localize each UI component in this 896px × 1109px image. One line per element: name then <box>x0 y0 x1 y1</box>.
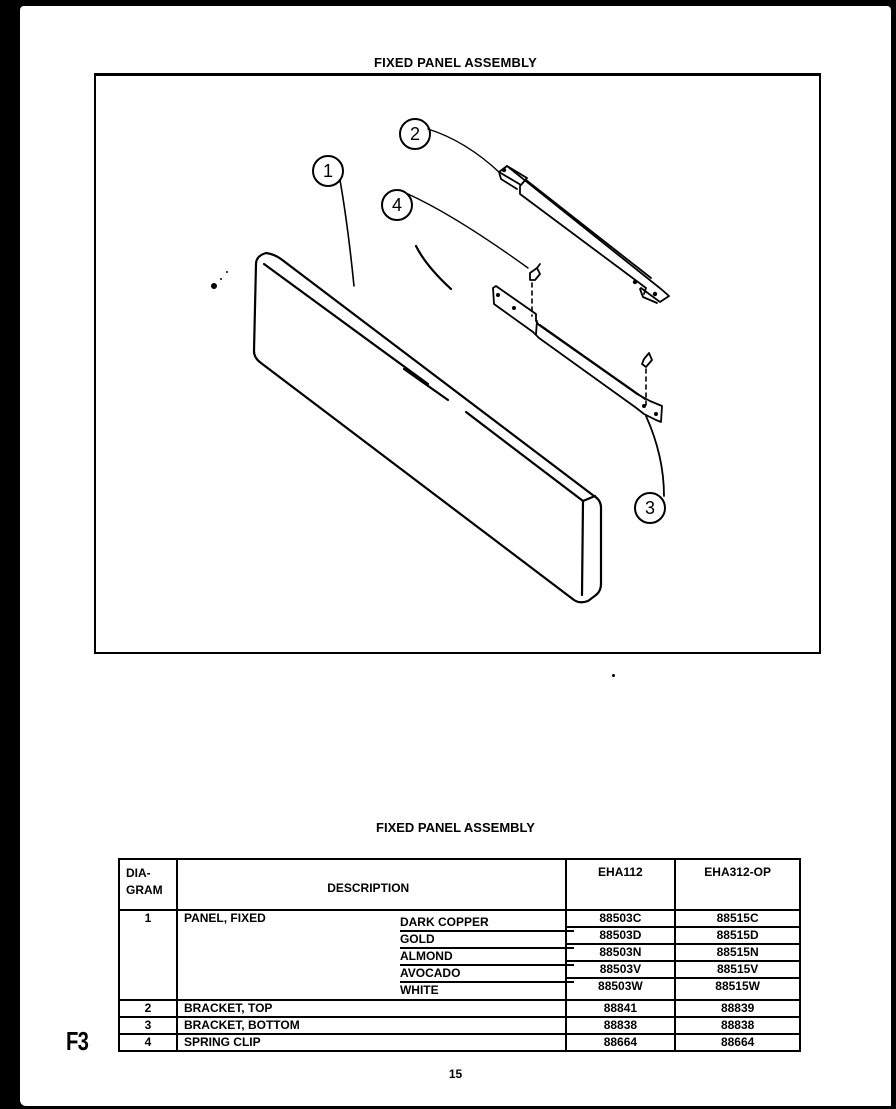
part-number: 88515V <box>676 962 799 979</box>
part-number: 88503V <box>567 962 675 979</box>
part-number-eha312op: 88838 <box>675 1017 800 1034</box>
table-title: FIXED PANEL ASSEMBLY <box>376 820 535 835</box>
table-row <box>119 1034 800 1051</box>
color-variant-list <box>400 915 574 1000</box>
leader-3 <box>646 416 664 496</box>
callout-3-label: 3 <box>644 498 656 518</box>
header-model-eha112: EHA112 <box>566 859 676 910</box>
part-description: BRACKET, BOTTOM <box>177 1017 566 1034</box>
table-header-row <box>119 859 800 910</box>
part-number-list-eha312op <box>682 911 793 996</box>
bracket-top-drawing <box>499 166 669 303</box>
parts-table <box>118 858 801 1052</box>
part-number: 88515W <box>715 979 760 993</box>
part-number-eha312op: 88664 <box>675 1034 800 1051</box>
leader-1 <box>340 180 354 286</box>
part-description: SPRING CLIP <box>177 1034 566 1051</box>
callout-1-label: 1 <box>322 161 334 181</box>
part-number: 88503D <box>567 928 675 945</box>
diagram-number: 3 <box>119 1017 177 1034</box>
part-number: 88503C <box>567 911 675 928</box>
color-variant: GOLD <box>400 932 574 949</box>
part-number-list-eha112 <box>573 911 669 996</box>
part-number: 88515D <box>676 928 799 945</box>
header-model-eha312op: EHA312-OP <box>675 859 800 910</box>
leader-2 <box>428 129 500 173</box>
stray-mark <box>211 283 217 289</box>
diagram-number: 4 <box>119 1034 177 1051</box>
color-variant: DARK COPPER <box>400 915 574 932</box>
part-number: 88503N <box>567 945 675 962</box>
diagram-number: 1 <box>119 910 177 1000</box>
part-description: PANEL, FIXED <box>183 911 266 925</box>
leader-4 <box>408 194 528 268</box>
part-number-eha112: 88664 <box>566 1034 676 1051</box>
part-number: 88515C <box>676 911 799 928</box>
speck-mark <box>612 674 615 677</box>
color-variant: ALMOND <box>400 949 574 966</box>
exploded-diagram <box>94 73 821 654</box>
diagram-number: 2 <box>119 1000 177 1017</box>
table-row <box>119 1000 800 1017</box>
exploded-view-drawing <box>96 76 823 657</box>
panel-fixed-drawing <box>254 246 601 602</box>
page-number: 15 <box>448 1067 463 1081</box>
part-number-eha312op: 88839 <box>675 1000 800 1017</box>
document-page <box>20 6 891 1106</box>
callout-2-label: 2 <box>409 124 421 144</box>
table-row <box>119 910 800 1000</box>
header-description: DESCRIPTION <box>177 859 566 910</box>
part-number-eha112: 88841 <box>566 1000 676 1017</box>
header-diagram: DIA- GRAM <box>119 859 177 910</box>
part-number: 88515N <box>676 945 799 962</box>
part-number-eha112: 88838 <box>566 1017 676 1034</box>
callout-4-label: 4 <box>391 195 403 215</box>
color-variant: WHITE <box>399 983 439 997</box>
section-label: F3 <box>66 1026 89 1056</box>
part-description: BRACKET, TOP <box>177 1000 566 1017</box>
bracket-bottom-drawing <box>493 286 662 422</box>
table-row <box>119 1017 800 1034</box>
diagram-title: FIXED PANEL ASSEMBLY <box>374 55 537 70</box>
part-number: 88503W <box>598 979 643 993</box>
color-variant: AVOCADO <box>400 966 574 983</box>
